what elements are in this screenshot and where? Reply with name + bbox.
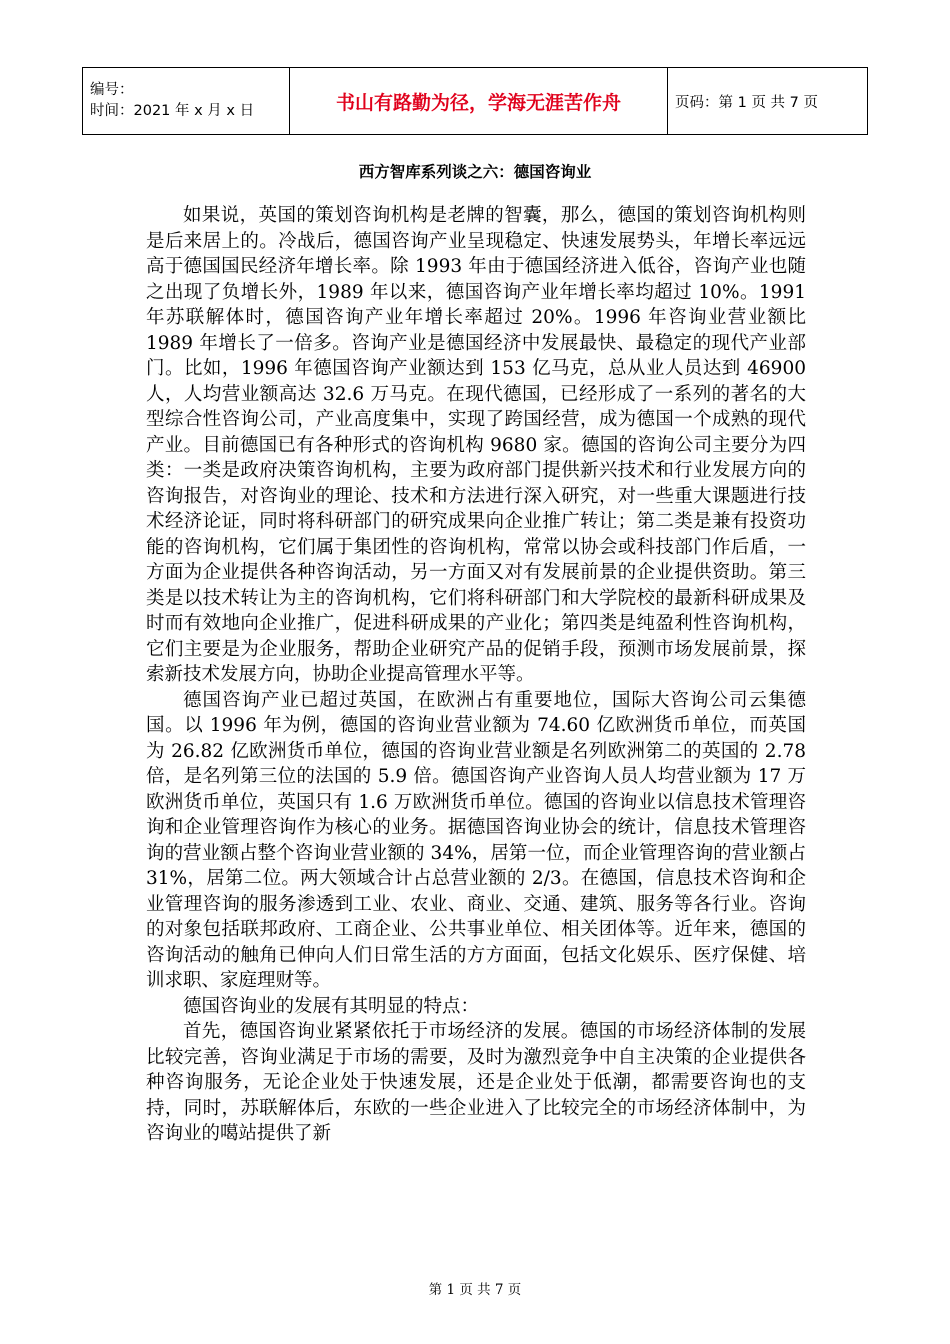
number-label: 编号： [90,82,134,98]
paragraph: 如果说，英国的策划咨询机构是老牌的智囊，那么，德国的策划咨询机构则是后来居上的。冷战后，德国咨询产业呈现稳定、快速发展势头，年增长率远远高于德国国民经济年增长率。除 1993 年由于德国经济进入低谷，咨询产业也随之出现了负增长外，1989 年以来，德国咨询产业年增长率均超过 10%。1991 年苏联解体时，德国咨询产业年增长率超过 20%。1996 年咨询业营业额比 1989 年增长了一倍多。咨询产业是德国经济中发展最快、最稳定的现代产业部门。比如，1996 年德国咨询产业额达到 153 亿马克，总从业人员达到 46900 人，人均营业额高达 32.6 万马克。在现代德国，已经形成了一系列的著名的大型综合性咨询公司，产业高度集中，实现了跨国经营，成为德国一个成熟的现代产业。目前德国已有各种形式的咨询机构 9680 家。德国的咨询公司主要分为四类：一类是政府决策咨询机构，主要为政府部门提供新兴技术和行业发展方向的咨询报告，对咨询业的理论、技术和方法进行深入研究，对一些重大课题进行技术经济论证，同时将科研部门的研究成果向企业推广转让；第二类是兼有投资功能的咨询机构，它们属于集团性的咨询机构，常常以协会或科技部门作后盾，一方面为企业提供各种咨询活动，另一方面又对有发展前景的企业提供资助。第三类是以技术转让为主的咨询机构，它们将科研部门和大学院校的最新科研成果及时而有效地向企业推广，促进科研成果的产业化；第四类是纯盈利性咨询机构，它们主要是为企业服务，帮助企业研究产品的促销手段，预测市场发展前景，探索新技术发展方向，协助企业提高管理水平等。 [146,205,806,685]
page-label-cell [668,68,868,135]
paragraph: 德国咨询业的发展有其明显的特点： [183,995,480,1017]
document-title: 西方智库系列谈之六：德国咨询业 [358,163,592,181]
paragraph: 首先，德国咨询业紧紧依托于市场经济的发展。德国的市场经济体制的发展比较完善，咨询业满足于市场的需要，及时为激烈竞争中自主决策的企业提供各种咨询服务，无论企业处于快速发展，还是企业处于低潮，都需要咨询也的支持，同时，苏联解体后，东欧的一些企业进入了比较完全的市场经济体制中，为咨询业的噶站提供了新 [146,1021,806,1144]
paragraph: 德国咨询产业已超过英国，在欧洲占有重要地位，国际大咨询公司云集德国。以 1996 年为例，德国的咨询业营业额为 74.60 亿欧洲货币单位，而英国为 26.82 亿欧洲货币单位，德国的咨询业营业额是名列欧洲第二的英国的 2.78 倍，是名列第三位的法国的 5.9 倍。德国咨询产业咨询人员人均营业额为 17 万欧洲货币单位，英国只有 1.6 万欧洲货币单位。德国的咨询业以信息技术管理咨询和企业管理咨询作为核心的业务。据德国咨询业协会的统计，信息技术管理咨询的营业额占整个咨询业营业额的 34%，居第一位，而企业管理咨询的营业额占 31%，居第二位。两大领域合计占总营业额的 2/3。在德国，信息技术咨询和企业管理咨询的服务渗透到工业、农业、商业、交通、建筑、服务等各行业。咨询的对象包括联邦政府、工商企业、公共事业单位、相关团体等。近年来，德国的咨询活动的触角已伸向人们日常生活的方方面面，包括文化娱乐、医疗保健、培训求职、家庭理财等。 [146,689,806,991]
page-label: 页码：第 1 页 共 7 页 [675,94,818,111]
document-body [146,203,806,1147]
motto-text: 书山有路勤为径，学海无涯苦作舟 [335,91,621,114]
header-meta-cell [83,68,290,135]
time-label: 时间：2021 年 x 月 x 日 [90,103,255,119]
header-table [82,67,868,135]
page-footer: 第 1 页 共 7 页 [428,1282,522,1298]
motto-cell [290,68,668,135]
